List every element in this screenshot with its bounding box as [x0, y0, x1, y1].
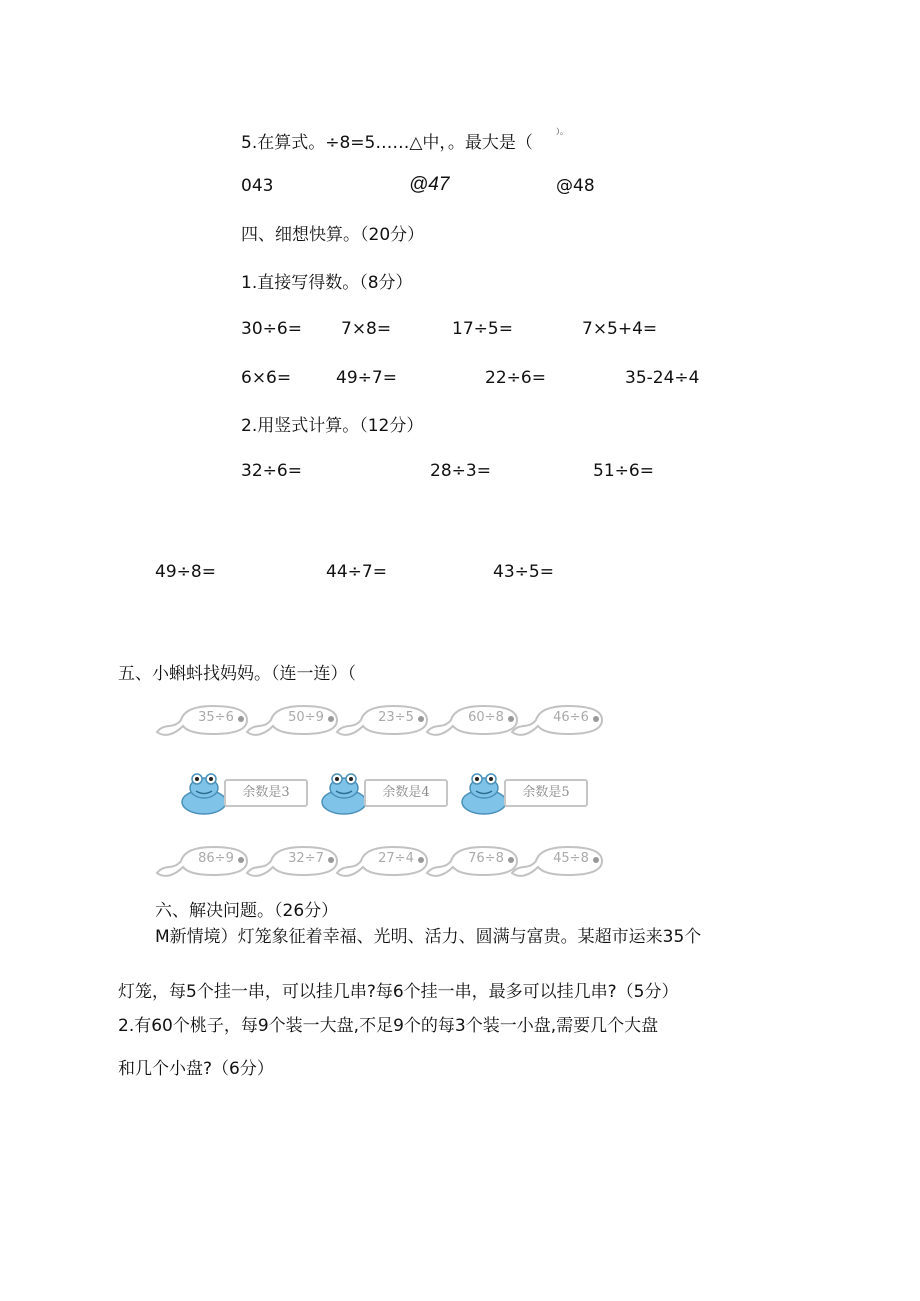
- part1-title: 1.直接写得数。（8分）: [241, 273, 413, 293]
- frog-icon: [458, 772, 510, 816]
- frog-3[interactable]: [458, 772, 590, 816]
- frog-icon: [178, 772, 230, 816]
- calc-item: 6×6=: [241, 368, 292, 388]
- tadpole-bottom-5[interactable]: [510, 841, 606, 881]
- calc-item: 7×5+4=: [582, 319, 658, 339]
- vertical-calc-item: 44÷7=: [326, 562, 387, 582]
- calc-item: 49÷7=: [336, 368, 397, 388]
- tadpole-top-2[interactable]: [245, 700, 341, 740]
- tadpole-label: 46÷6: [553, 710, 589, 725]
- frog-icon: [318, 772, 370, 816]
- calc-item: 30÷6=: [241, 319, 302, 339]
- calc-item: 35-24÷4: [625, 368, 700, 388]
- tadpole-top-4[interactable]: [425, 700, 521, 740]
- section5-title: 五、小蝌蚪找妈妈。（连一连）（: [118, 664, 356, 684]
- tadpole-label: 76÷8: [468, 851, 504, 866]
- tadpole-label: 23÷5: [378, 710, 414, 725]
- frog-2[interactable]: [318, 772, 450, 816]
- tadpole-top-1[interactable]: [155, 700, 251, 740]
- tadpole-label: 32÷7: [288, 851, 324, 866]
- tadpole-label: 50÷9: [288, 710, 324, 725]
- q5-option-1: 043: [241, 176, 274, 196]
- tadpole-bottom-1[interactable]: [155, 841, 251, 881]
- q5-mark: ）。: [556, 127, 568, 136]
- problem1-line2: 灯笼，每5个挂一串，可以挂几串?每6个挂一串，最多可以挂几串?（5分）: [118, 982, 679, 1002]
- part2-title: 2.用竖式计算。（12分）: [241, 416, 424, 436]
- tadpole-label: 27÷4: [378, 851, 414, 866]
- frog-1[interactable]: [178, 772, 310, 816]
- calc-item: 17÷5=: [452, 319, 513, 339]
- remainder-sign: 余数是3: [224, 779, 308, 807]
- vertical-calc-item: 28÷3=: [430, 461, 491, 481]
- tadpole-bottom-4[interactable]: [425, 841, 521, 881]
- problem2-line2: 和几个小盘?（6分）: [118, 1059, 274, 1079]
- tadpole-bottom-3[interactable]: [335, 841, 431, 881]
- tadpole-top-3[interactable]: [335, 700, 431, 740]
- vertical-calc-item: 51÷6=: [593, 461, 654, 481]
- q5-text: 5.在算式。÷8=5……△中，。最大是（: [241, 133, 533, 153]
- section4-title: 四、细想快算。（20分）: [241, 225, 425, 245]
- problem2-line1: 2.有60个桃子，每9个装一大盘,不足9个的每3个装一小盘,需要几个大盘: [118, 1016, 659, 1036]
- section6-title: 六、解决问题。（26分）: [155, 901, 339, 921]
- q5-option-3: @48: [556, 176, 595, 196]
- tadpole-bottom-2[interactable]: [245, 841, 341, 881]
- tadpole-label: 35÷6: [198, 710, 234, 725]
- remainder-sign: 余数是4: [364, 779, 448, 807]
- vertical-calc-item: 43÷5=: [493, 562, 554, 582]
- tadpole-label: 86÷9: [198, 851, 234, 866]
- calc-item: 7×8=: [341, 319, 392, 339]
- tadpole-top-5[interactable]: [510, 700, 606, 740]
- tadpole-label: 60÷8: [468, 710, 504, 725]
- problem1-line1: M新情境）灯笼象征着幸福、光明、活力、圆满与富贵。某超市运来35个: [155, 927, 702, 947]
- tadpole-label: 45÷8: [553, 851, 589, 866]
- q5-option-2: @47: [409, 174, 450, 195]
- vertical-calc-item: 49÷8=: [155, 562, 216, 582]
- calc-item: 22÷6=: [485, 368, 546, 388]
- remainder-sign: 余数是5: [504, 779, 588, 807]
- vertical-calc-item: 32÷6=: [241, 461, 302, 481]
